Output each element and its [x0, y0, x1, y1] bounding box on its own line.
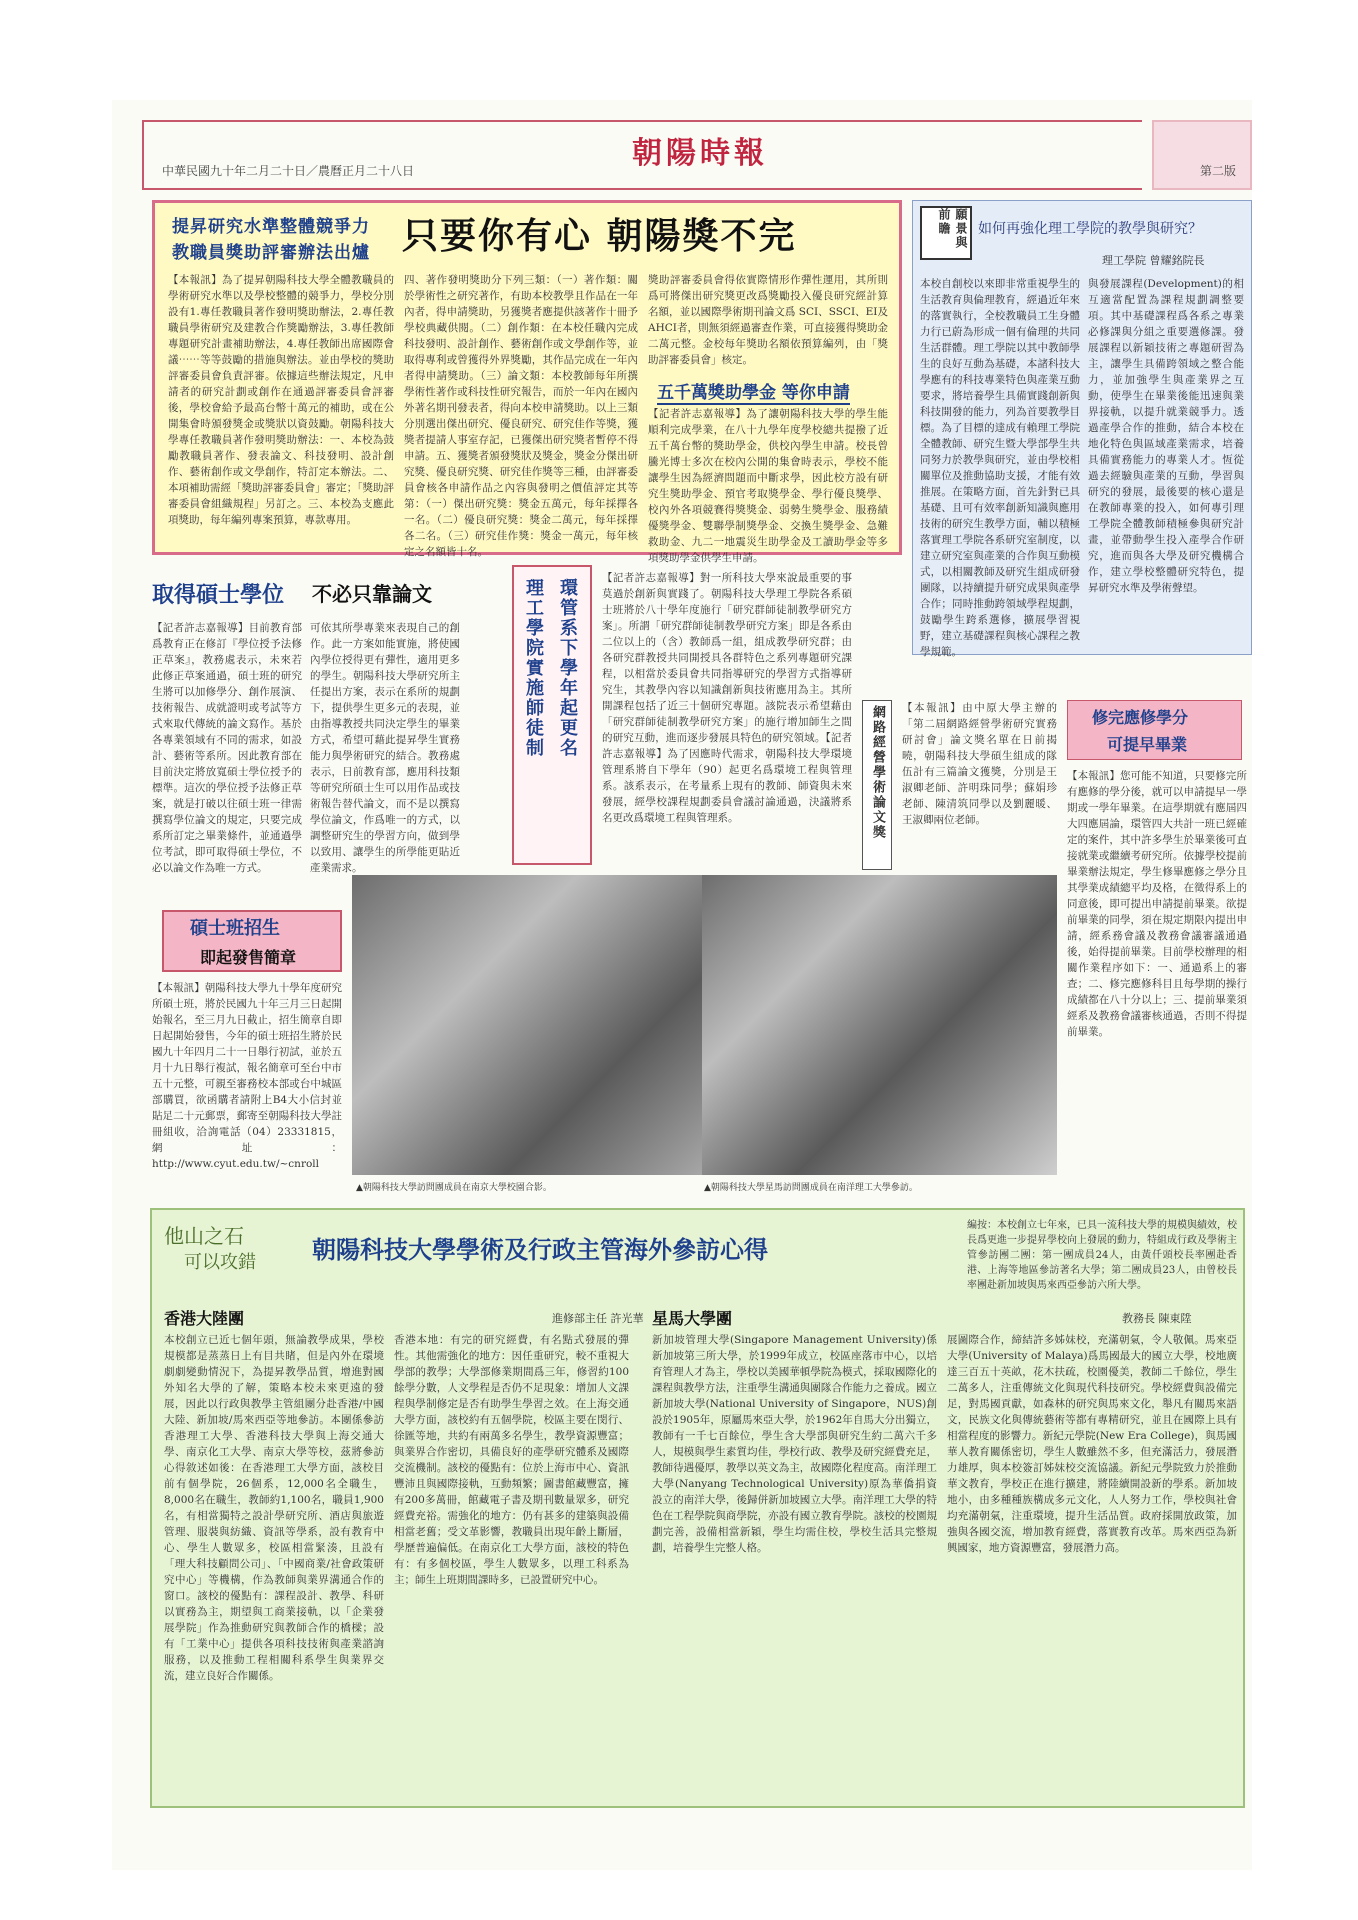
sub-headline: 五千萬獎助學金 等你申請 — [657, 378, 850, 405]
hk-col1: 本校創立已近七個年頭，無論教學成果，學校規模都是蒸蒸日上有目共睹，但是內外在環境劇劇變動情況下，為提昇教學品質，增進對國外知名大學的了解，策略本校未來更遠的發展，因此以行政與教學主管組團分赴香港/中國大陸、新加坡/馬來西亞等地參訪。本團係參訪香港理工大學、香港科技大學與上海交通大學、南京化工大學、南京大學等校，茲將參訪心得敘述如後：在香港理工大學方面，該校目前有個學院，26個系，12,000名全職生，8,000名在職生，教師約1,100名，職員1,900名，有相當獨特之設計學研究所、酒店與旅遊管理、服裝與紡織、資訊等學系，設有教育中心、學生人數眾多，校區相當緊湊，且設有「理大科技顧問公司」、「中國商業/社會政策研究中心」等機構，作為教師與業界溝通合作的窗口。該校的優點有：課程設計、教學、科研以實務為主，期望與工商業接軌，以「企業發展學院」作為推動研究與教師合作的橋樑；設有「工業中心」提供各項科技技術與產業諮詢服務，以及推動工程相關科系學生與業界交流，建立良好合作關係。 — [164, 1334, 384, 1682]
sg-col2: 展圖際合作，締結許多姊妹校，充滿朝氣，令人敬佩。馬來亞大學(University of Malaya)爲馬國最大的國立大學，校地廣達三百五十英畝，花木扶疏，校園優美，教師二千餘位，學生二萬多人，注重傳統文化與現代科技研究。學校經費與設備完足，對馬國貢獻，如森林的研究與馬來文化，舉凡有關馬來語文，民族文化與傳統藝術等都有專精研究，並且在國際上具有相當程度的影響力。新紀元學院(New Era College)，與馬國華人教育關係密切，學生人數雖然不多，但充滿活力，發展潛力雄厚，與本校簽訂姊妹校交流協議。新紀元學院致力於推動華文教育，學校正在進行擴建，將陸續開設新的學系。新加坡地小，由多種種族構成多元文化，人人努力工作，學校與社會均充滿朝氣，注重環境，提升生活品質。政府採開放政策，加強與各國交流，增加教育經費，落實教育改革。馬來西亞為新興國家，地方資源豐富，發展潛力高。 — [947, 1334, 1237, 1554]
graduation-body: 【本報訊】您可能不知道，只要修完所有應修的學分後，就可以申請提早一學期或一學年畢業。在這學期就有應屆四大四應屆論，環管四大共計一班已經確定的案件，其中許多學生於畢業後可直接就業或繼續考研究所。依據學校提前畢業辦法規定，學生修畢應修之學分且其學業成績總平均及格，在徵得系上的同意後，即可提出申請提前畢業。欲提前畢業的同學，須在規定期限內提出申請，經系務會議及教務會議審議通過後，始得提前畢業。目前學校辦理的相關作業程序如下：一、通過系上的審查；二、修完應修科目且每學期的操行成績都在八十分以上；三、提前畢業須經系及教務會議審核通過，否則不得提前畢業。 — [1067, 770, 1247, 1038]
masthead-right-panel — [1152, 120, 1252, 190]
sg-byline: 教務長 陳東陞 — [1122, 1312, 1192, 1325]
sub-body: 【記者許志嘉報導】為了讓朝陽科技大學的學生能順利完成學業，在八十九學年度學校總共提撥了近五千萬台幣的獎助學金，供校內學生申請。校長曾騰光博士多次在校內公開的集會時表示，學校不能讓學生因為經濟問題而中斷求學，因此校方設有研究生獎助學金、預官考取獎學金、學行優良獎學、校內外各項競賽得獎獎金、弱勢生獎學金、服務績優獎學金、雙聯學制獎學金、交換生獎學金、急難救助金、九二一地震災生助學金及工讀助學金等多項獎助學金供學生申請。 — [648, 408, 888, 564]
photo-caption-right: ▲朝陽科技大學星馬訪問團成員在南洋理工大學參訪。 — [704, 1183, 918, 1193]
photo-nanyang — [702, 875, 1057, 1175]
industry-body: 【記者許志嘉報導】對一所科技大學來說最重要的事莫過於創新與實踐了。朝陽科技大學理工學院各系碩士班將於八十學年度施行「研究群師徒制教學研究方案」。所謂「研究群師徒制教學研究方案」即是各系由二位以上的（含）教師爲一組，組成教學研究群；由各研究群教授共同開授具各群特色之系列專題研究課程，以相當於委員會共同指導研究的學習方式指導研究生，其教學內容以知識創新與技術應用為主。其所開課程包括了近三十個研究專題。該院表示希望藉由「研究群師徒制教學研究方案」的施行增加師生之間的研究互動，進而逐步發展具特色的研究領域。【記者許志嘉報導】為了因應時代需求，朝陽科技大學環境管理系將自下學年（90）起更名爲環境工程與管理系。該系表示，在考量系上現有的教師、師資與未來發展，經學校課程規劃委員會議討論通過，決議將系名更改爲環境工程與管理系。 — [602, 572, 852, 824]
lead-kicker-1: 提昇研究水準整體競爭力 — [172, 217, 370, 237]
paper-name: 朝陽時報 — [632, 136, 768, 171]
industry-vertical-title: 環管系下學年起更名 — [557, 578, 578, 758]
perspective-col1: 本校自創校以來即非常重視學生的生活教育與倫理教育，經過近年來的落實執行，全校教職員工生身體力行已蔚為形成一個有倫理的共同生活群體。理工學院以其中教師學生的良好互動為基礎，本諸科技大學應有的科技專業特色與產業互動要求，將培養學生具備實踐創新與科技開發的能力，列為首要教學目標。為了目標的達成有賴理工學院全體教師、研究生暨大學部學生共同努力於教學與研究，並由學校相關單位及推動協助支援，才能有效推展。在策略方面，首先針對已具基礎、且可有效率創新知識與應用技術的研究生教學方面，輔以積極落實理工學院各系研究室制度，以建立研究室與產業的合作與互動模式，以相關教師及研究生組成研發團隊，以持續提升研究成果與產學合作；同時推動跨領域學程規劃，鼓勵學生跨系選修，擴展學習視野，建立基礎課程與核心課程之教學規範。 — [920, 278, 1080, 658]
sg-col1: 新加坡管理大學(Singapore Management University)係新加坡第三所大學，於1999年成立，校區座落市中心，以培育管理人才為主，學校以美國華頓學院為模式，採取國際化的課程與教學方法，注重學生溝通與團隊合作能力之養成。國立新加坡大學(National University of Singapore，NUS)創設於1905年，原屬馬來亞大學，於1962年自馬大分出獨立，教師有一千七百餘位，學生含大學部與研究生約二萬六千多人，規模與學生素質均佳，學校行政、教學及研究經費充足，教師待遇優厚，教學以英文為主，故國際化程度高。南洋理工大學(Nanyang Technological University)原為華僑捐資設立的南洋大學，後歸併新加坡國立大學。南洋理工大學的特色在工程學院與商學院，亦設有國立教育學院。該校的校園規劃完善，設備相當新穎，學生均需住校，學校生活具完整規劃，培養學生完整人格。 — [652, 1334, 937, 1554]
admissions-body: 【本報訊】朝陽科技大學九十學年度研究所碩士班，將於民國九十年三月三日起開始報名，至三月九日截止，招生簡章自即日起開始發售，今年的碩士班招生將於民國九十年四月二十一日舉行初試，並於五月十九日舉行複試，報名簡章可至台中市五十元整，可親至審務校本部或台中城區部購買，欲函購者請附上B4大小信封並貼足二十元郵票，郵寄至朝陽科技大學註冊組收，洽詢電話（04）23331815，網址：http://www.cyut.edu.tw/~cnroll — [152, 982, 342, 1170]
admissions-headline-b: 即起發售簡章 — [200, 948, 297, 967]
lead-body-col2: 四、著作發明獎助分下列三類：（一）著作類：關於學術性之研究著作，有助本校教學且作品在一年內者，得申請獎助，另獲獎者應提供該著作十冊予學校典藏供閱。（二）創作類：在本校任職內完成科技發明、設計創作、藝術創作或文學創作等，並取得專利或曾獲得外界獎勵，其作品完成在一年內者得申請獎助。（三）論文類：本校教師每年所撰學術性著作或科技性研究報告，而於一年內在國內外著名期刊發表者，得向本校申請獎助。以上三類分別選出傑出研究、優良研究、研究佳作等獎，獲獎者提請人事室存記，已獲傑出研究獎者暫停不得申請。五、獲獎者頒發獎狀及獎金，獎金分傑出研究獎、優良研究獎、研究佳作獎等三種，由評審委員會核各申請作品之內容與發明之價值評定其等第：（一）傑出研究獎：獎金五萬元，每年採擇各一名。（二）優良研究獎：獎金二萬元，每年採擇各二名。（三）研究佳作獎：獎金一萬元，每年核定之名額皆十名。 — [404, 274, 638, 558]
graduation-headline-b: 可提早畢業 — [1107, 735, 1188, 754]
hk-col2: 香港本地：有完的研究經費，有名點式發展的彈性。其他需強化的地方：因任重研究，較不重視大學部的教學；大學部修業期間爲三年，修習約100餘學分數，人文學程是否仍不足現象：增加人文課程與學制修定是否有助學生學習之效。在上海交通大學方面，該校約有五個學院，校區主要在閔行、徐匯等地，共約有兩萬多名學生，教學資源豐富；與業界合作密切，具備良好的產學研究體系及國際交流機制。該校的優點有：位於上海市中心、資訊豐沛且與國際接軌，互動頻繁；圖書館藏豐富，擁有200多萬冊，館藏電子書及期刊數量眾多，研究經費充裕。需強化的地方：仍有甚多的建築與設備相當老舊；受文革影響，教職員出現年齡上斷層，學歷普遍偏低。在南京化工大學方面，該校的特色有：有多個校區，學生人數眾多，以理工科系為主；師生上班期間課時多，已設置研究中心。 — [394, 1334, 629, 1586]
overseas-kicker-a: 他山之石 — [164, 1224, 244, 1248]
lead-kicker-2: 教職員獎助評審辦法出爐 — [172, 243, 370, 263]
lead-body-col1: 【本報訊】為了提昇朝陽科技大學全體教職員的學術研究水準以及學校整體的競爭力，學校分別設有1.專任教職員著作發明獎助辦法，2.專任教職員學術研究及建教合作獎勵辦法，3.專任教師專題研究計畫補助辦法，4.專任教師出席國際會議⋯⋯等等鼓勵的措施與辦法。並由學校的獎助評審委員會負責評審。依據這些辦法規定，凡申請者的研究計劃或創作在通過評審委員會評審後，學校會給予最高台幣十萬元的補助，或在公開集會時頒發獎金或獎狀以資鼓勵。朝陽科技大學專任教職員著作發明獎助辦法：一、本校為鼓勵教職員著作、發表論文、科技發明、設計創作、藝術創作或文學創作，特訂定本辦法。二、本項補助需經「獎助評審委員會」審定；「獎助評審委員會組織規程」另訂之。三、本校為支應此項獎助，每年編列專案預算，專款專用。 — [168, 274, 394, 526]
masters-body-col1: 【記者許志嘉報導】目前教育部爲教育正在修訂『學位授予法修正草案』，教務處表示，未來若此修正草案通過，碩士班的研究生將可以加修學分、創作展演、技術報告、成就證明或考試等方式來取代傳統的論文寫作。基於各專業領域有不同的需求，如設計、藝術等系所。因此教育部在目前決定將放寬碩士學位授予的標準。這次的學位授予法修正草案，就是打破以往碩士班一律需撰寫學位論文的規定，只要完成系所訂定之畢業條件，並通過學位考試，即可取得碩士學位，不必以論文作為唯一方式。 — [152, 622, 302, 874]
hk-byline: 進修部主任 許光華 — [552, 1312, 644, 1325]
lead-headline: 只要你有心 朝陽獎不完 — [402, 215, 797, 257]
masters-headline-a: 取得碩士學位 — [152, 582, 285, 608]
overseas-kicker-b: 可以攻錯 — [184, 1252, 256, 1273]
newspaper-page — [112, 100, 1252, 1870]
seminar-vertical-title: 網路經營學術論文獎 — [870, 705, 885, 840]
seminar-body: 【本報訊】由中原大學主辦的「第二屆網路經營學術研究實務研討會」論文獎名單在日前揭曉，朝陽科技大學碩生組成的隊伍計有三篇論文獲獎，分別是王淑卿老師、許明珠同學；蘇娟珍老師、陳清筑同學以及劉麗暖、王淑卿兩位老師。 — [902, 702, 1057, 826]
hk-title: 香港大陸團 — [164, 1309, 245, 1328]
overseas-headline: 朝陽科技大學學術及行政主管海外參訪心得 — [312, 1235, 768, 1264]
perspective-byline: 理工學院 曾耀銘院長 — [1102, 254, 1205, 267]
photo-caption-left: ▲朝陽科技大學訪問團成員在南京大學校園合影。 — [356, 1183, 552, 1193]
overseas-editor-note: 編按：本校創立七年來，已具一流科技大學的規模與績效，校長爲更進一步提昇學校向上發展的動力，特組成行政及學術主管參訪團二團：第一團成員24人，由黃仟頭校長率團赴香港、上海等地區參訪著名大學；第二團成員23人，由曾校長率團赴新加坡與馬來西亞參訪六所大學。 — [967, 1220, 1237, 1291]
sg-title: 星馬大學團 — [652, 1309, 733, 1328]
industry-vertical-title-2: 理工學院實施師徒制 — [523, 578, 544, 758]
masthead-date: 中華民國九十年二月二十日／農曆正月二十八日 — [162, 164, 415, 178]
perspective-title: 如何再強化理工學院的教學與研究？ — [978, 221, 1202, 237]
edition-label: 第二版 — [1200, 164, 1237, 178]
perspective-badge: 願景與前瞻 — [920, 206, 972, 260]
masters-body-col2: 可依其所學專業來表現自己的創作。此一方案如能實施，將使國內學位授得更有彈性，適用更多的學生。朝陽科技大學研究所主任提出方案，表示在系所的規劃下，提供學生更多元的表現，並由指導教授共同決定學生的畢業方式，希望可藉此提昇學生實務能力與學術研究的結合。教務處表示，日前教育部，應用科技類等研究所碩士生可以用作品或技術報告替代論文，而不是以撰寫學位論文，作爲唯一的方式，以調整研究生的學習方向，做到學以致用、讓學生的所學能更貼近產業需求。 — [310, 622, 460, 874]
lead-body-col3: 獎助評審委員會得依實際情形作彈性運用，其所則爲可將傑出研究獎更改爲獎勵投入優良研究經計算名額，並以國際學術期刊論文爲 SCI、SSCI、EI及AHCI者，則無須經過審查作業，可直接獲得獎助金二萬元整。金校每年獎助名額依預算編列，由「獎助評審委員會」核定。 — [648, 274, 888, 366]
graduation-headline-a: 修完應修學分 — [1092, 708, 1189, 727]
admissions-headline-a: 碩士班招生 — [190, 918, 280, 939]
perspective-col2: 與發展課程(Development)的相互適當配置為課程規劃調整要項。其中基礎課程爲各系之專業必修課與分組之重要選修課。發展課程以新穎技術之專題研習為主，讓學生具備跨領域之整合能力，並加強學生與產業界之互動，使學生在畢業後能迅速與業界接軌，以提升就業競爭力。透過產學合作的推動，結合本校在地化特色與區域產業需求，培養具備實務能力的專業人才。恆從過去經驗與產業的互動，學習與研究的發展，最後要的核心還是在教師專業的投入，如何專引理工學院全體教師積極參與研究計畫，並帶動學生投入產學合作研究，進而與各大學及研究機構合作，建立學校整體研究特色，提昇研究水準及學術聲望。 — [1088, 278, 1244, 594]
masters-headline-b: 不必只靠論文 — [312, 582, 432, 606]
